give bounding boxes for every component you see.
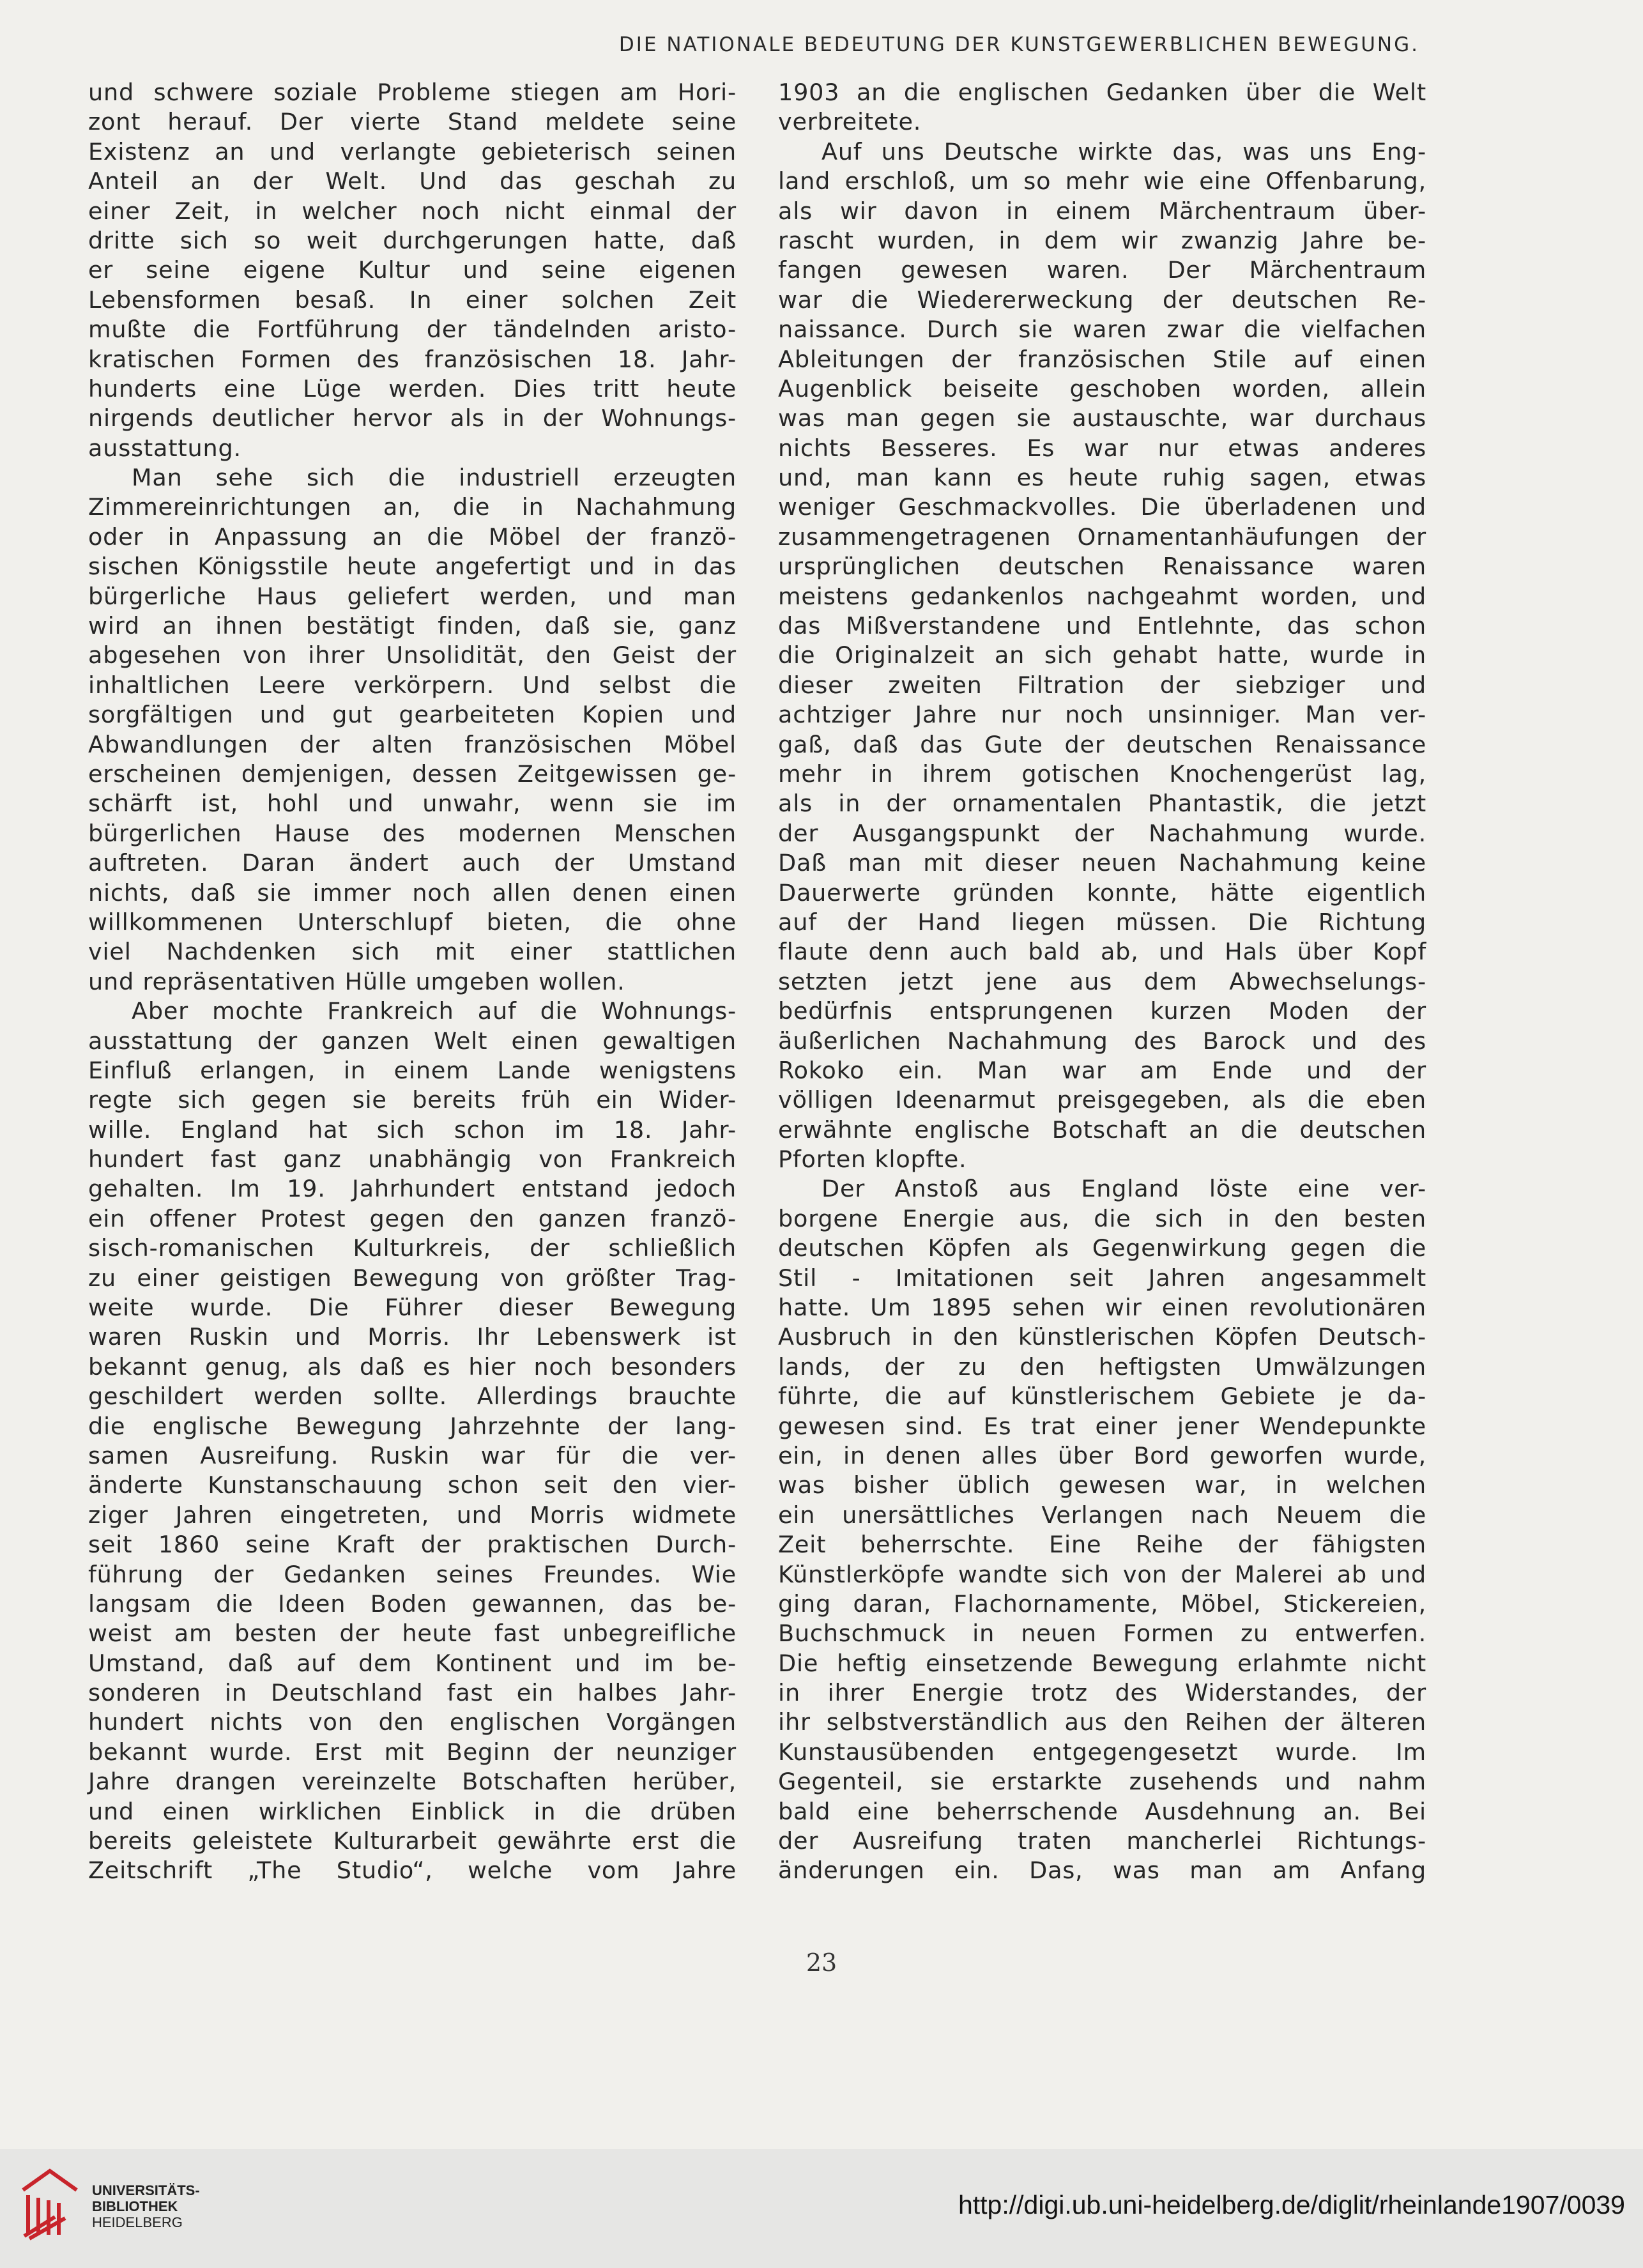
text-line: naissance. Durch sie waren zwar die vielfachen [778,316,1426,344]
text-line: verbreitete. [778,108,922,136]
text-line: weniger Geschmackvolles. Die überladenen und [778,493,1426,521]
text-line: ziger Jahren eingetreten, und Morris widmete [88,1501,737,1529]
text-line: einer Zeit, in welcher noch nicht einmal der [88,197,737,225]
text-line: gewesen sind. Es trat einer jener Wendepunkte [778,1412,1426,1440]
text-line: bekannt genug, als daß es hier noch besonders [88,1352,737,1381]
text-line: sonderen in Deutschland fast ein halbes Jahr- [88,1679,737,1707]
text-line: führung der Gedanken seines Freundes. Wie [88,1560,737,1588]
text-line: erwähnte englische Botschaft an die deutschen [778,1115,1426,1144]
text-line: mehr in ihrem gotischen Knochengerüst lag, [778,760,1426,788]
text-line: nichts Besseres. Es war nur etwas anderes [778,434,1426,462]
text-line: Pforten klopfte. [778,1145,967,1174]
text-line: gehalten. Im 19. Jahrhundert entstand jedoch [88,1175,737,1203]
text-line: ein offener Protest gegen den ganzen franzö- [88,1204,737,1232]
text-line: Jahre drangen vereinzelte Botschaften herüber, [88,1768,737,1796]
text-line: Kunstausübenden entgegengesetzt wurde. Im [778,1738,1426,1766]
text-line: lands, der zu den heftigsten Umwälzungen [778,1352,1426,1381]
text-line: seit 1860 seine Kraft der praktischen Durch- [88,1531,737,1559]
text-line: führte, die auf künstlerischem Gebiete je da- [778,1383,1426,1411]
text-line: zu einer geistigen Bewegung von größter Trag- [88,1264,737,1292]
text-line: ausstattung der ganzen Welt einen gewaltigen [88,1027,737,1055]
text-line: was bisher üblich gewesen war, in welchen [778,1471,1426,1499]
text-line: Stil - Imitationen seit Jahren angesammelt [778,1264,1426,1292]
text-line: Die heftig einsetzende Bewegung erlahmte nicht [778,1649,1426,1677]
text-line: das Mißverstandene und Entlehnte, das schon [778,612,1426,640]
library-name-line2: BIBLIOTHEK [92,2198,178,2214]
text-line: dritte sich so weit durchgerungen hatte, daß [88,226,737,254]
text-line: Aber mochte Frankreich auf die Wohnungs- [132,997,737,1025]
text-line: zont herauf. Der vierte Stand meldete seine [88,108,737,136]
text-line: schärft ist, hohl und unwahr, wenn sie im [88,790,737,818]
text-line: Einfluß erlangen, in einem Lande wenigstens [88,1056,737,1084]
text-line: hundert fast ganz unabhängig von Frankreich [88,1145,737,1174]
text-line: regte sich gegen sie bereits früh ein Wider- [88,1086,737,1114]
text-line: Ausbruch in den künstlerischen Köpfen Deutsch- [778,1323,1426,1351]
text-line: kratischen Formen des französischen 18. Jahr- [88,345,737,373]
text-line: bald eine beherrschende Ausdehnung an. Bei [778,1797,1426,1825]
text-line: als wir davon in einem Märchentraum über- [778,197,1426,225]
text-line: Der Anstoß aus England löste eine ver- [822,1175,1426,1203]
text-line: Zeitschrift „The Studio“, welche vom Jahre [88,1857,737,1885]
text-line: wird an ihnen bestätigt finden, daß sie, ganz [88,612,737,640]
library-name[interactable] [92,2182,200,2230]
text-line: ursprünglichen deutschen Renaissance waren [778,553,1426,581]
text-line: sorgfältigen und gut gearbeiteten Kopien und [88,701,737,729]
text-line: die Originalzeit an sich gehabt hatte, wurde in [778,641,1426,670]
text-line: und repräsentativen Hülle umgeben wollen. [88,967,625,995]
text-line: Zimmereinrichtungen an, die in Nachahmung [88,493,737,521]
text-line: änderungen ein. Das, was man am Anfang [778,1857,1426,1885]
text-line: ausstattung. [88,434,241,462]
text-line: weite wurde. Die Führer dieser Bewegung [88,1294,737,1322]
text-line: willkommenen Unterschlupf bieten, die ohne [88,908,737,936]
text-line: auftreten. Daran ändert auch der Umstand [88,849,737,877]
text-line: achtziger Jahre nur noch unsinniger. Man ver- [778,701,1426,729]
text-line: hundert nichts von den englischen Vorgängen [88,1708,737,1736]
text-line: in ihrer Energie trotz des Widerstandes, der [778,1679,1426,1707]
text-line: Man sehe sich die industriell erzeugten [132,464,737,492]
text-line: nichts, daß sie immer noch allen denen einen [88,878,737,907]
text-line: Künstlerköpfe wandte sich von der Malerei ab und [778,1560,1426,1588]
text-line: geschildert werden sollte. Allerdings brauchte [88,1383,737,1411]
text-line: der Ausreifung traten mancherlei Richtungs- [778,1827,1426,1855]
text-line: auf der Hand liegen müssen. Die Richtung [778,908,1426,936]
text-line: nirgends deutlicher hervor als in der Wohnungs- [88,404,737,433]
text-line: gaß, daß das Gute der deutschen Renaissance [778,730,1426,758]
text-line: war die Wiedererweckung der deutschen Re- [778,286,1426,314]
text-line: borgene Energie aus, die sich in den besten [778,1204,1426,1232]
library-name-line3: HEIDELBERG [92,2214,183,2230]
text-line: und einen wirklichen Einblick in die drüben [88,1797,737,1825]
text-line: bereits geleistete Kulturarbeit gewährte erst die [88,1827,737,1855]
text-line: waren Ruskin und Morris. Ihr Lebenswerk ist [88,1323,737,1351]
library-name-line1: UNIVERSITÄTS- [92,2182,200,2198]
right-text-column [778,78,1426,1931]
text-line: und, man kann es heute ruhig sagen, etwas [778,464,1426,492]
text-line: Augenblick beiseite geschoben worden, allein [778,374,1426,402]
text-line: sisch-romanischen Kulturkreis, der schließlich [88,1234,737,1262]
text-line: fangen gewesen waren. Der Märchentraum [778,256,1426,284]
text-line: langsam die Ideen Boden gewannen, das be- [88,1590,737,1618]
text-line: mußte die Fortführung der tändelnden aristo- [88,316,737,344]
text-line: Lebensformen besaß. In einer solchen Zeit [88,286,737,314]
text-line: und schwere soziale Probleme stiegen am Hori- [88,79,737,106]
text-line: erscheinen demjenigen, dessen Zeitgewissen ge- [88,760,737,788]
source-url-link[interactable]: http://digi.ub.uni-heidelberg.de/diglit/rheinlande1907/0039 [958,2190,1625,2219]
text-line: die englische Bewegung Jahrzehnte der lang- [88,1412,737,1440]
text-line: Gegenteil, sie erstarkte zusehends und nahm [778,1768,1426,1796]
text-line: deutschen Köpfen als Gegenwirkung gegen die [778,1234,1426,1262]
library-footer [0,2149,1643,2268]
text-line: oder in Anpassung an die Möbel der franzö- [88,523,737,551]
text-line: dieser zweiten Filtration der siebziger und [778,671,1426,699]
text-line: weist am besten der heute fast unbegreifliche [88,1620,737,1648]
text-line: bedürfnis entsprungenen kurzen Moden der [778,997,1426,1025]
running-title: DIE NATIONALE BEDEUTUNG DER KUNSTGEWERBLICHEN BEWEGUNG. [618,33,1419,56]
page-number: 23 [806,1949,837,1977]
text-line: abgesehen von ihrer Unsolidität, den Geist der [88,641,737,670]
text-line: bekannt wurde. Erst mit Beginn der neunziger [88,1738,737,1766]
text-line: Dauerwerte gründen konnte, hätte eigentlich [778,878,1426,907]
text-line: Auf uns Deutsche wirkte das, was uns Eng- [822,137,1426,165]
text-line: Umstand, daß auf dem Kontinent und im be- [88,1649,737,1677]
text-line: rascht wurden, in dem wir zwanzig Jahre be- [778,226,1426,254]
text-line: viel Nachdenken sich mit einer stattlichen [88,938,737,966]
text-line: sischen Königsstile heute angefertigt und in das [88,553,737,581]
text-line: flaute denn auch bald ab, und Hals über Kopf [778,938,1426,966]
text-line: Ableitungen der französischen Stile auf einen [778,345,1426,373]
text-line: er seine eigene Kultur und seine eigenen [88,256,737,284]
text-line: als in der ornamentalen Phantastik, die jetzt [778,790,1426,818]
text-line: Anteil an der Welt. Und das geschah zu [88,167,737,195]
text-line: Abwandlungen der alten französischen Möbel [88,730,737,758]
text-line: bürgerliche Haus geliefert werden, und man [88,582,737,610]
text-line: ging daran, Flachornamente, Möbel, Stickereien, [778,1590,1426,1618]
text-line: Zeit beherrschte. Eine Reihe der fähigsten [778,1531,1426,1559]
text-line: änderte Kunstanschauung schon seit den vier- [88,1471,737,1499]
text-line: Daß man mit dieser neuen Nachahmung keine [778,849,1426,877]
text-line: bürgerlichen Hause des modernen Menschen [88,819,737,847]
text-line: Rokoko ein. Man war am Ende und der [778,1056,1426,1084]
text-line: meistens gedankenlos nachgeahmt worden, und [778,582,1426,610]
text-line: wille. England hat sich schon im 18. Jahr- [88,1115,737,1144]
text-line: hunderts eine Lüge werden. Dies tritt heute [88,374,737,402]
text-line: der Ausgangspunkt der Nachahmung wurde. [778,819,1426,847]
text-line: ein, in denen alles über Bord geworfen wurde, [778,1441,1426,1469]
text-line: land erschloß, um so mehr wie eine Offenbarung, [778,167,1426,195]
text-line: setzten jetzt jene aus dem Abwechselungs- [778,967,1426,995]
left-text-column [88,78,737,1931]
text-line: was man gegen sie austauschte, war durchaus [778,404,1426,433]
ub-heidelberg-logo-icon[interactable] [17,2165,83,2241]
text-line: völligen Ideenarmut preisgegeben, als die eben [778,1086,1426,1114]
text-line: äußerlichen Nachahmung des Barock und des [778,1027,1426,1055]
text-line: samen Ausreifung. Ruskin war für die ver- [88,1441,737,1469]
text-line: zusammengetragenen Ornamentanhäufungen der [778,523,1426,551]
text-line: inhaltlichen Leere verkörpern. Und selbst die [88,671,737,699]
text-line: ihr selbstverständlich aus den Reihen der älteren [778,1708,1426,1736]
text-line: Buchschmuck in neuen Formen zu entwerfen. [778,1620,1426,1648]
text-line: Existenz an und verlangte gebieterisch seinen [88,137,737,165]
text-line: 1903 an die englischen Gedanken über die Welt [778,79,1426,106]
text-line: hatte. Um 1895 sehen wir einen revolutionären [778,1294,1426,1322]
text-line: ein unersättliches Verlangen nach Neuem die [778,1501,1426,1529]
